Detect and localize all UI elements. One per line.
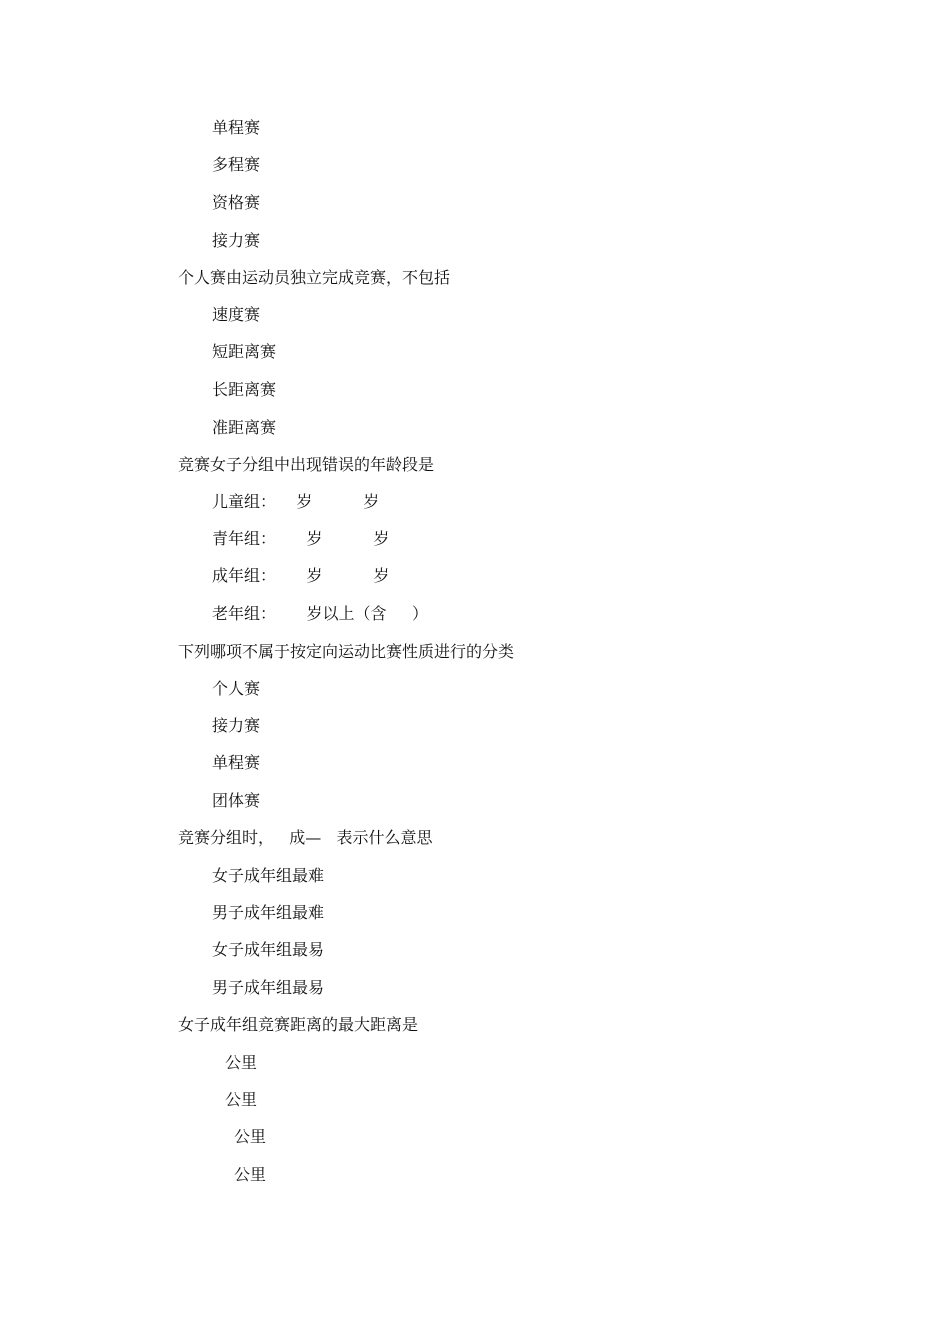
question-line: 竞赛分组时， 成— 表示什么意思	[178, 828, 433, 847]
option-line: 接力赛	[212, 231, 261, 250]
option-line: 单程赛	[212, 753, 261, 772]
option-line: 老年组： 岁以上（含 ）	[212, 604, 428, 623]
option-line: 多程赛	[212, 155, 261, 174]
option-line: 公里	[234, 1127, 267, 1146]
option-line: 短距离赛	[212, 342, 277, 361]
option-line: 青年组： 岁 岁	[212, 529, 390, 548]
question-line: 女子成年组竞赛距离的最大距离是	[178, 1015, 419, 1034]
question-line: 下列哪项不属于按定向运动比赛性质进行的分类	[178, 642, 515, 661]
option-line: 资格赛	[212, 193, 261, 212]
option-line: 团体赛	[212, 791, 261, 810]
option-line: 长距离赛	[212, 380, 277, 399]
option-line: 接力赛	[212, 716, 261, 735]
option-line: 成年组： 岁 岁	[212, 566, 390, 585]
question-line: 个人赛由运动员独立完成竞赛，不包括	[178, 268, 451, 287]
option-line: 个人赛	[212, 679, 261, 698]
option-line: 女子成年组最易	[212, 940, 325, 959]
question-line: 竞赛女子分组中出现错误的年龄段是	[178, 455, 435, 474]
option-line: 公里	[225, 1053, 258, 1072]
option-line: 儿童组： 岁 岁	[212, 492, 380, 511]
option-line: 男子成年组最难	[212, 903, 325, 922]
option-line: 速度赛	[212, 305, 261, 324]
option-line: 女子成年组最难	[212, 866, 325, 885]
option-line: 单程赛	[212, 118, 261, 137]
option-line: 公里	[234, 1165, 267, 1184]
option-line: 准距离赛	[212, 418, 277, 437]
option-line: 男子成年组最易	[212, 978, 325, 997]
option-line: 公里	[225, 1090, 258, 1109]
